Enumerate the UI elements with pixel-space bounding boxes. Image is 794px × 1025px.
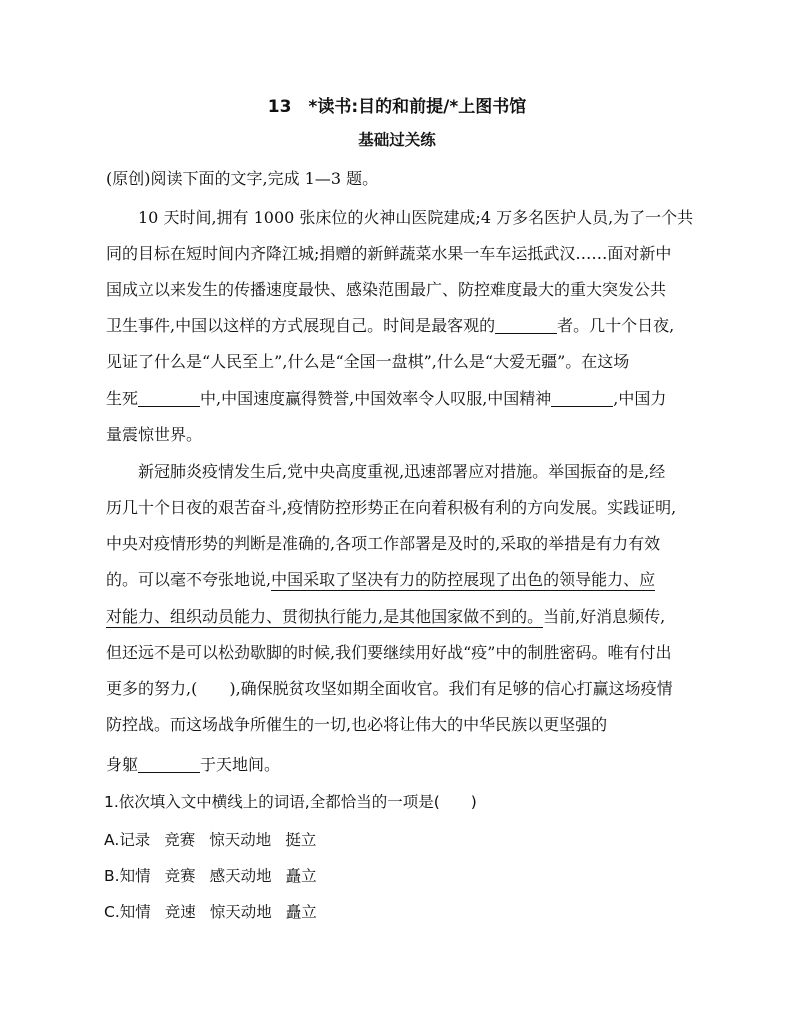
passage-text: ,中国力 (613, 389, 667, 408)
fill-blank[interactable] (138, 756, 200, 773)
option-word: 矗立 (285, 903, 317, 921)
passage-text: 者。几十个日夜, (557, 316, 675, 335)
passage-line: 防控战。而这场战争所催生的一切,也必将让伟大的中华民族以更坚强的 (106, 715, 608, 734)
passage-text: 于天地间。 (200, 755, 281, 774)
passage-line (106, 313, 674, 336)
option-word: 感天动地 (209, 867, 272, 885)
option-c[interactable] (104, 900, 331, 922)
option-word: 知情 (119, 903, 151, 921)
option-word: 竞赛 (164, 867, 196, 885)
passage-text: 当前,好消息频传, (543, 607, 666, 626)
passage-line (106, 604, 665, 627)
passage-line (106, 386, 666, 409)
option-a[interactable] (104, 828, 330, 850)
option-b[interactable] (104, 864, 331, 886)
passage-line: 见证了什么是“人民至上”,什么是“全国一盘棋”,什么是“大爱无疆”。在这场 (106, 352, 630, 371)
option-word: 惊天动地 (209, 831, 272, 849)
passage-text: 生死 (106, 389, 139, 408)
option-word: 挺立 (285, 831, 317, 849)
option-letter: C. (104, 903, 120, 921)
instruction-text: (原创)阅读下面的文字,完成 1—3 题。 (106, 169, 379, 188)
option-word: 矗立 (285, 867, 317, 885)
passage-line: 10 天时间,拥有 1000 张床位的火神山医院建成;4 万多名医护人员,为了一个共 (138, 208, 694, 227)
passage-line: 但还远不是可以松劲歇脚的时候,我们要继续用好战“疫”中的制胜密码。唯有付出 (106, 643, 672, 662)
fill-blank[interactable] (551, 390, 613, 407)
option-letter: A. (104, 831, 120, 849)
underlined-sentence: 中国采取了坚决有力的防控展现了出色的领导能力、应 (271, 570, 656, 589)
passage-text: 身躯 (106, 755, 139, 774)
fill-blank[interactable] (495, 317, 557, 334)
section-subtitle: 基础过关练 (358, 131, 436, 149)
question-stem: 1.依次填入文中横线上的词语,全都恰当的一项是( ) (104, 793, 477, 811)
passage-line (106, 752, 280, 775)
passage-text: 中,中国速度赢得赞誉,中国效率令人叹服,中国精神 (200, 389, 552, 408)
passage-line: 国成立以来发生的传播速度最快、感染范围最广、防控难度最大的重大突发公共 (106, 280, 667, 299)
fill-blank[interactable] (138, 390, 200, 407)
passage-text: 的。可以毫不夸张地说, (106, 570, 272, 589)
underlined-sentence: 对能力、组织动员能力、贯彻执行能力,是其他国家做不到的。 (106, 607, 544, 626)
option-word: 知情 (119, 867, 151, 885)
passage-line: 新冠肺炎疫情发生后,党中央高度重视,迅速部署应对措施。举国振奋的是,经 (138, 462, 666, 481)
passage-line: 量震惊世界。 (106, 425, 203, 444)
passage-text: 卫生事件,中国以这样的方式展现自己。时间是最客观的 (106, 316, 496, 335)
option-word: 竞速 (164, 903, 196, 921)
passage-line: 历几十个日夜的艰苦奋斗,疫情防控形势正在向着积极有利的方向发展。实践证明, (106, 498, 677, 517)
passage-line: 更多的努力,( ),确保脱贫攻坚如期全面收官。我们有足够的信心打赢这场疫情 (106, 679, 673, 698)
passage-line: 同的目标在短时间内齐降江城;捐赠的新鲜蔬菜水果一车车运抵武汉……面对新中 (106, 244, 672, 263)
option-word: 竞赛 (164, 831, 196, 849)
option-letter: B. (104, 867, 120, 885)
passage-line: 中央对疫情形势的判断是准确的,各项工作部署是及时的,采取的举措是有力有效 (106, 534, 661, 553)
option-word: 惊天动地 (209, 903, 272, 921)
page-title: 13 *读书:目的和前提/*上图书馆 (267, 97, 527, 117)
passage-line (106, 567, 655, 590)
option-word: 记录 (119, 831, 151, 849)
